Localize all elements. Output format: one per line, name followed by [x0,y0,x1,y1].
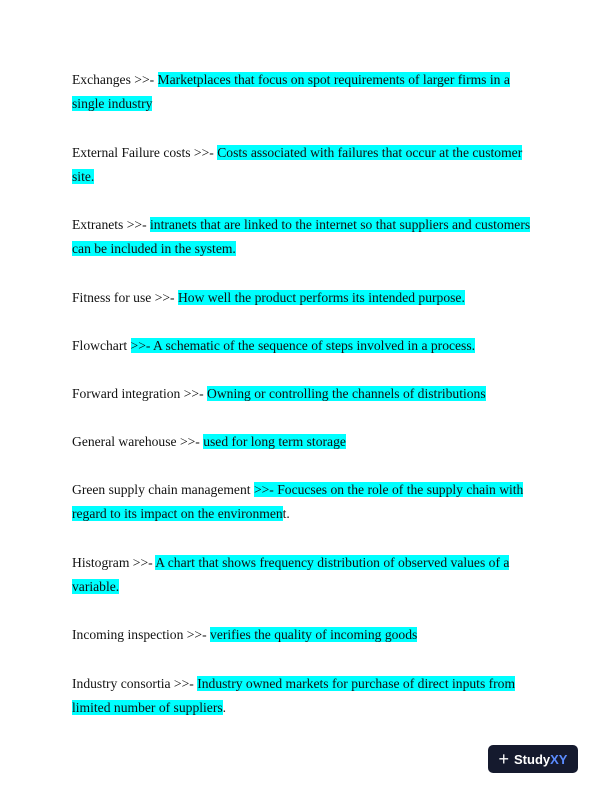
glossary-entry [72,68,542,116]
plus-icon: + [498,749,510,769]
entry-definition: intranets that are linked to the internet so that suppliers and customers can be included in the system. [72,217,531,256]
glossary-entry [72,286,542,310]
entry-definition: Marketplaces that focus on spot requirements of larger firms in a single industry [72,72,510,111]
logo-wordmark: StudyXY [514,751,568,767]
entry-term: Industry consortia >>- [72,676,198,691]
entry-term: General warehouse >>- [72,434,204,449]
entry-definition: verifies the quality of incoming goods [210,627,418,642]
glossary-entry [72,672,542,720]
glossary-entry [72,382,542,406]
entry-term: Green supply chain management [72,482,254,497]
entry-term: Incoming inspection >>- [72,627,211,642]
entry-term: Extranets >>- [72,217,150,232]
entry-tail: . [222,700,227,715]
glossary-entry [72,334,542,358]
glossary-entry [72,213,542,261]
entry-definition: Costs associated with failures that occur at the customer site. [72,145,523,184]
entry-definition: How well the product performs its intended purpose. [177,290,465,305]
glossary-entry [72,551,542,599]
entry-definition: Industry owned markets for purchase of direct inputs from limited number of suppliers [72,676,516,715]
glossary-entry [72,141,542,189]
entry-definition: >>- A schematic of the sequence of steps involved in a process. [130,338,476,353]
entry-definition: A chart that shows frequency distribution of observed values of a variable. [72,555,510,594]
studyxy-logo [488,745,578,773]
entry-term: Flowchart [72,338,131,353]
entry-definition: used for long term storage [203,434,346,449]
entry-term: Fitness for use >>- [72,290,178,305]
glossary-entry [72,478,542,526]
entry-definition: >>- Focucses on the role of the supply chain with regard to its impact on the environmen [72,482,524,521]
entry-term: Forward integration >>- [72,386,208,401]
entry-term: External Failure costs >>- [72,145,218,160]
entry-term: Exchanges >>- [72,72,158,87]
glossary-entry [72,430,542,454]
glossary-entry [72,623,542,647]
entry-tail: t. [282,506,290,521]
entry-definition: Owning or controlling the channels of distributions [207,386,486,401]
entry-term: Histogram >>- [72,555,156,570]
